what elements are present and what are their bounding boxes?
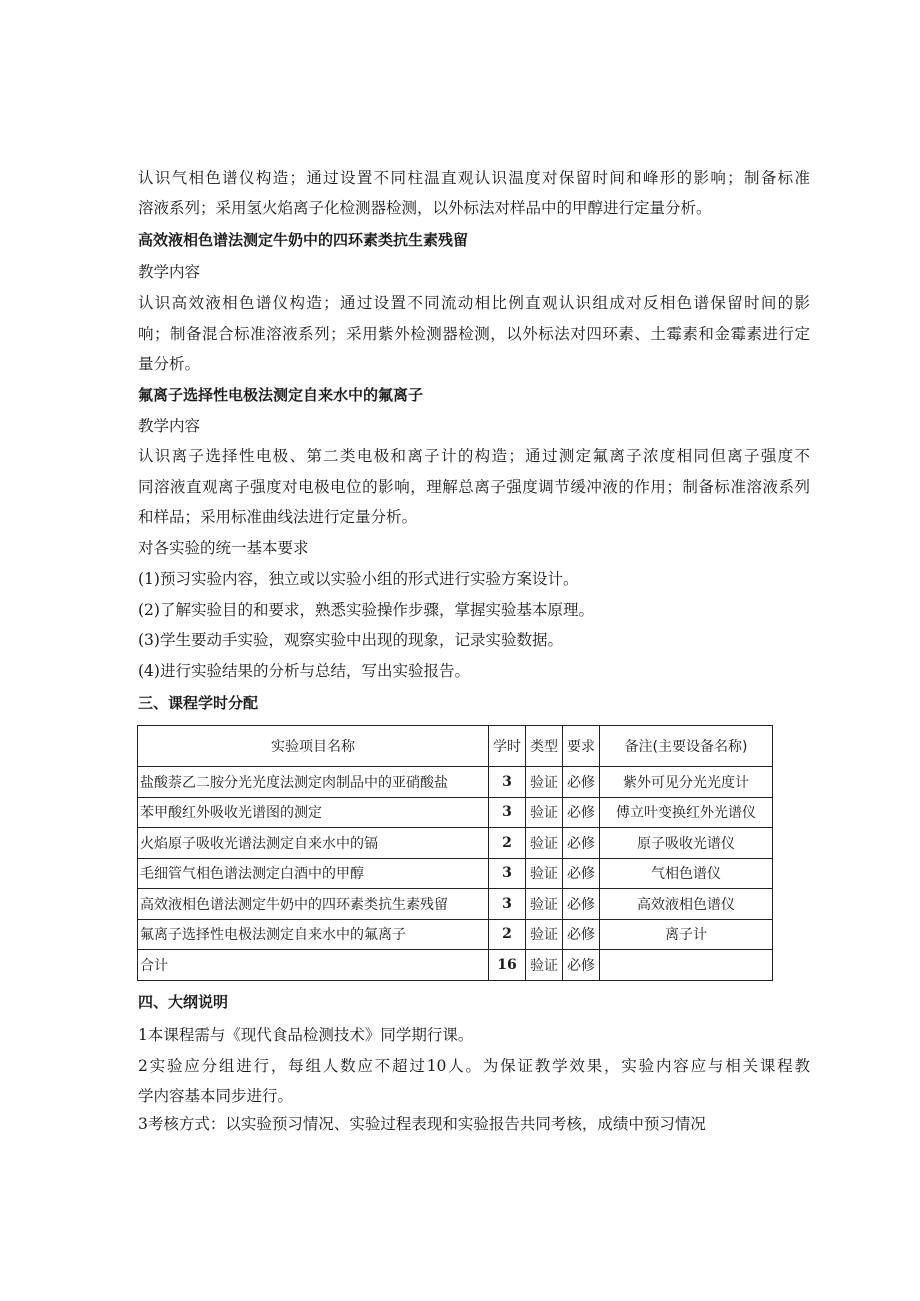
header-note: 备注(主要设备名称) [600, 726, 773, 767]
cell-requirement: 必修 [563, 889, 600, 920]
table-row [138, 797, 773, 828]
note-1: 1本课程需与《现代食品检测技术》同学期行课。 [138, 1026, 474, 1044]
paragraph-fluoride-line-1: 认识离子选择性电极、第二类电极和离子计的构造；通过测定氟离子浓度相同但离子强度不 [138, 447, 810, 465]
cell-requirement: 必修 [563, 919, 600, 950]
paragraph-fluoride-line-3: 和样品；采用标准曲线法进行定量分析。 [138, 508, 418, 526]
paragraph-gc-line-1: 认识气相色谱仪构造；通过设置不同柱温直观认识温度对保留时间和峰形的影响；制备标准 [138, 169, 810, 187]
cell-hours: 2 [489, 828, 526, 859]
header-hours: 学时 [489, 726, 526, 767]
paragraph-hplc-line-2: 响；制备混合标准溶液系列；采用紫外检测器检测，以外标法对四环素、土霉素和金霉素进行定 [138, 325, 810, 343]
paragraph-hplc-line-3: 量分析。 [138, 355, 201, 373]
section-3-heading: 三、课程学时分配 [138, 694, 259, 712]
course-hours-table [137, 725, 773, 981]
teaching-content-label-1: 教学内容 [138, 263, 201, 281]
cell-hours: 3 [489, 858, 526, 889]
cell-name: 火焰原子吸收光谱法测定自来水中的镉 [138, 828, 489, 859]
paragraph-fluoride-line-2: 同溶液直观离子强度对电极电位的影响，理解总离子强度调节缓冲液的作用；制备标准溶液系列 [138, 478, 810, 496]
requirement-3: (3)学生要动手实验，观察实验中出现的现象，记录实验数据。 [138, 631, 563, 649]
cell-note: 傅立叶变换红外光谱仪 [600, 797, 773, 828]
paragraph-hplc-line-1: 认识高效液相色谱仪构造；通过设置不同流动相比例直观认识组成对反相色谱保留时间的影 [138, 294, 810, 312]
heading-hplc-experiment: 高效液相色谱法测定牛奶中的四环素类抗生素残留 [138, 231, 469, 249]
cell-type: 验证 [526, 919, 563, 950]
cell-name: 合计 [138, 950, 489, 981]
table-row [138, 889, 773, 920]
header-requirement: 要求 [563, 726, 600, 767]
cell-requirement: 必修 [563, 797, 600, 828]
cell-requirement: 必修 [563, 950, 600, 981]
table-row [138, 828, 773, 859]
teaching-content-label-2: 教学内容 [138, 417, 201, 435]
table-row [138, 767, 773, 798]
cell-note: 气相色谱仪 [600, 858, 773, 889]
cell-hours: 3 [489, 889, 526, 920]
cell-note: 紫外可见分光光度计 [600, 767, 773, 798]
section-4-heading: 四、大纲说明 [138, 993, 229, 1011]
cell-name: 苯甲酸红外吸收光谱图的测定 [138, 797, 489, 828]
paragraph-gc-line-2: 溶液系列；采用氢火焰离子化检测器检测，以外标法对样品中的甲醇进行定量分析。 [138, 199, 712, 217]
cell-hours: 3 [489, 797, 526, 828]
cell-name: 氟离子选择性电极法测定自来水中的氟离子 [138, 919, 489, 950]
cell-requirement: 必修 [563, 828, 600, 859]
header-type: 类型 [526, 726, 563, 767]
table-header-row [138, 726, 773, 767]
cell-type: 验证 [526, 767, 563, 798]
table-row [138, 858, 773, 889]
cell-note: 原子吸收光谱仪 [600, 828, 773, 859]
header-name: 实验项目名称 [138, 726, 489, 767]
cell-note [600, 950, 773, 981]
note-3: 3考核方式：以实验预习情况、实验过程表现和实验报告共同考核，成绩中预习情况 [138, 1115, 706, 1133]
note-2-line-2: 学内容基本同步进行。 [138, 1087, 294, 1105]
cell-name: 毛细管气相色谱法测定白酒中的甲醇 [138, 858, 489, 889]
cell-name: 盐酸萘乙二胺分光光度法测定肉制品中的亚硝酸盐 [138, 767, 489, 798]
cell-type: 验证 [526, 797, 563, 828]
table-total-row [138, 950, 773, 981]
cell-requirement: 必修 [563, 858, 600, 889]
cell-type: 验证 [526, 858, 563, 889]
note-2-line-1: 2实验应分组进行，每组人数应不超过10人。为保证教学效果，实验内容应与相关课程教 [138, 1057, 810, 1075]
cell-type: 验证 [526, 950, 563, 981]
cell-note: 高效液相色谱仪 [600, 889, 773, 920]
cell-type: 验证 [526, 828, 563, 859]
requirement-1: (1)预习实验内容，独立或以实验小组的形式进行实验方案设计。 [138, 570, 579, 588]
cell-name: 高效液相色谱法测定牛奶中的四环素类抗生素残留 [138, 889, 489, 920]
cell-note: 离子计 [600, 919, 773, 950]
cell-hours: 16 [489, 950, 526, 981]
table-row [138, 919, 773, 950]
cell-type: 验证 [526, 889, 563, 920]
requirement-2: (2)了解实验目的和要求，熟悉实验操作步骤，掌握实验基本原理。 [138, 601, 594, 619]
cell-requirement: 必修 [563, 767, 600, 798]
cell-hours: 2 [489, 919, 526, 950]
cell-hours: 3 [489, 767, 526, 798]
requirements-title: 对各实验的统一基本要求 [138, 539, 309, 557]
heading-fluoride-experiment: 氟离子选择性电极法测定自来水中的氟离子 [138, 386, 424, 404]
requirement-4: (4)进行实验结果的分析与总结，写出实验报告。 [138, 662, 470, 680]
